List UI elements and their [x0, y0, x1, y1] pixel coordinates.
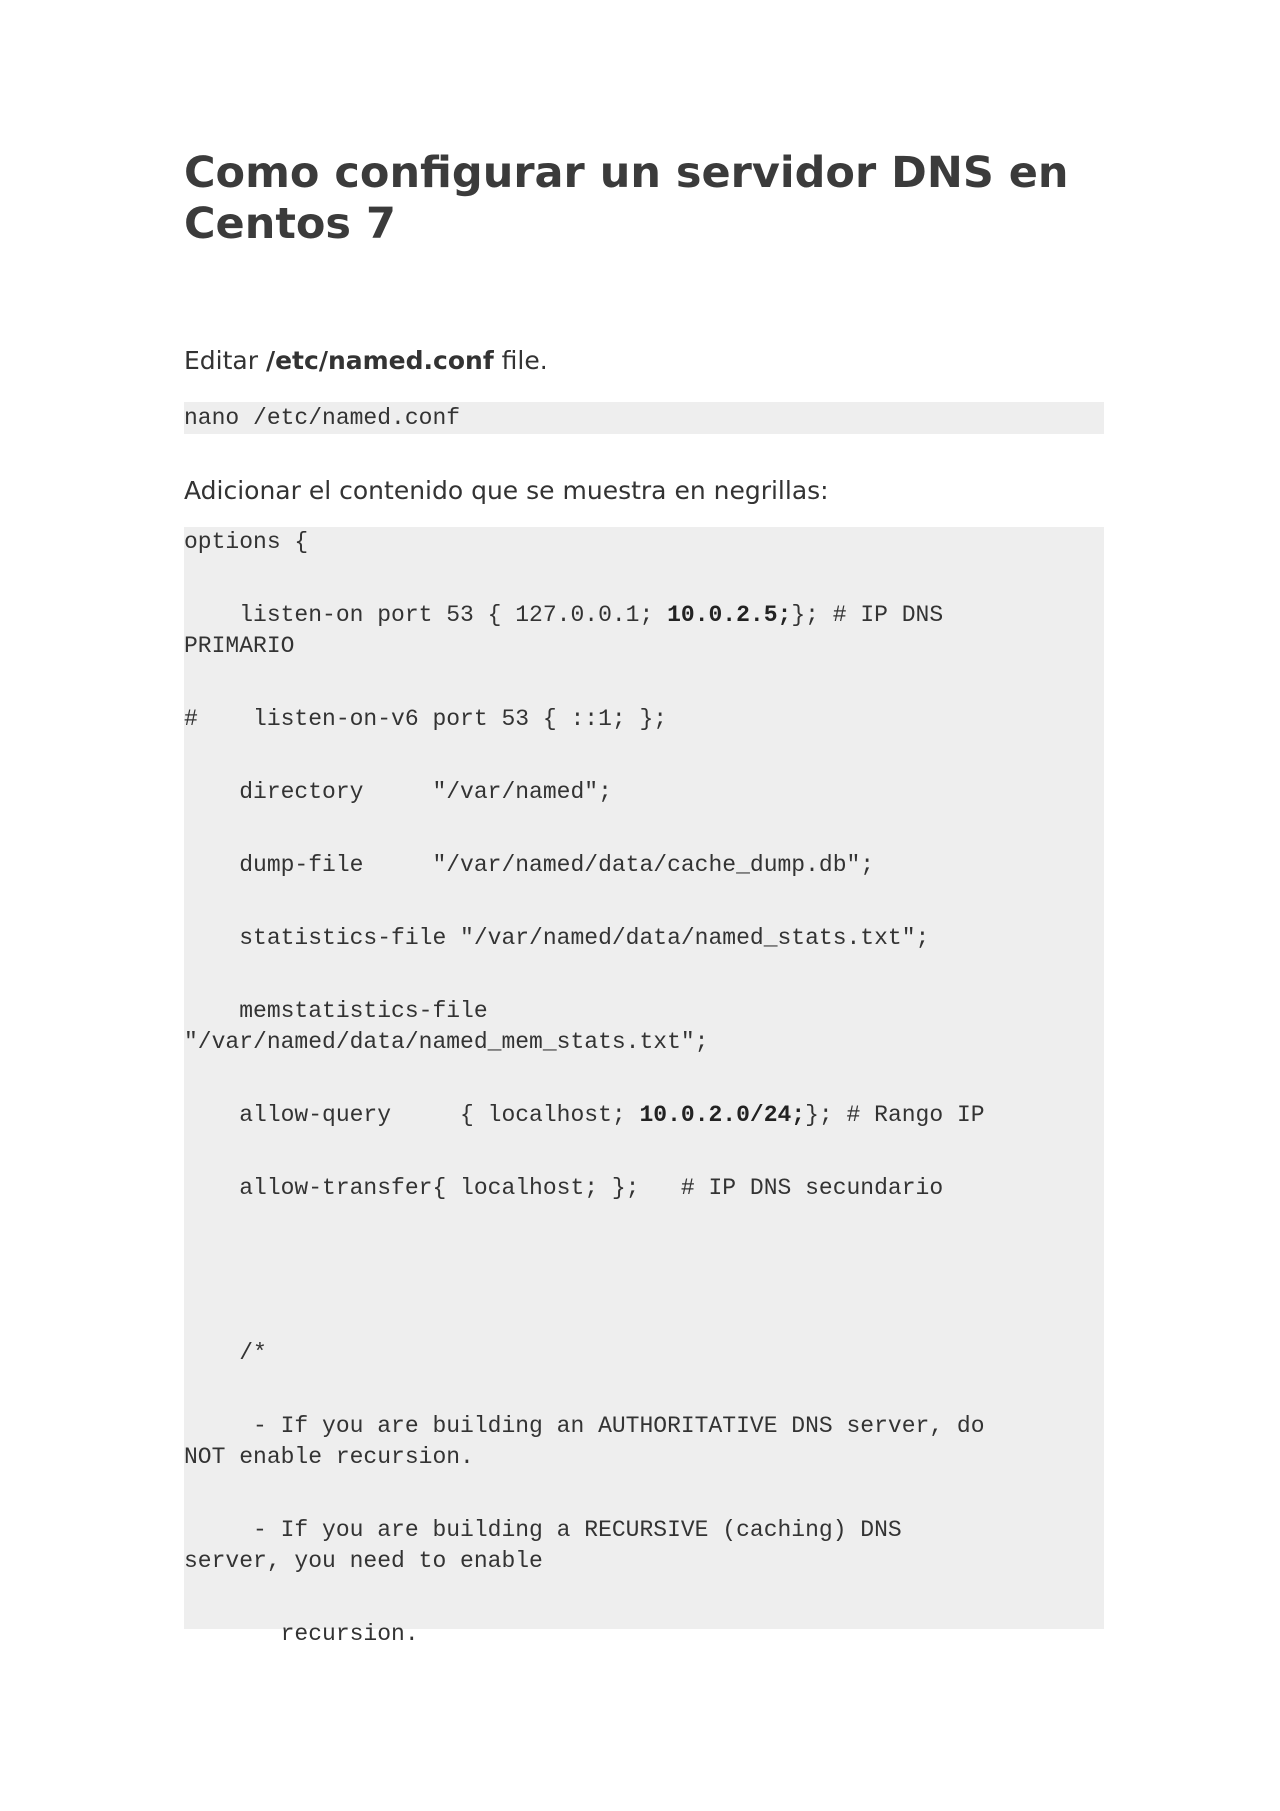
intro-file-path: /etc/named.conf — [265, 346, 494, 375]
code-line-allow-transfer: allow-transfer{ localhost; }; # IP DNS secundario — [184, 1175, 944, 1201]
page-title: Como configurar un servidor DNS en Centos 7 — [184, 148, 1069, 249]
code-text: listen-on port 53 { 127.0.0.1; — [184, 602, 668, 628]
document-page — [184, 148, 1104, 1647]
code-line-statistics-file: statistics-file "/var/named/data/named_stats.txt"; — [184, 925, 930, 951]
code-line-dump-file: dump-file "/var/named/data/cache_dump.db"; — [184, 852, 875, 878]
code-line-comment-recursive-wrap: server, you need to enable — [184, 1548, 543, 1574]
code-line-comment-authoritative: - If you are building an AUTHORITATIVE DNS server, do — [184, 1413, 985, 1439]
instruction-paragraph: Adicionar el contenido que se muestra en negrillas: — [184, 476, 829, 505]
code-text: }; # Rango IP — [805, 1102, 985, 1128]
code-line-comment-authoritative-wrap: NOT enable recursion. — [184, 1444, 474, 1470]
code-line-comment-open: /* — [184, 1340, 267, 1366]
code-text: }; # IP DNS — [791, 602, 944, 628]
config-code-block — [184, 527, 1104, 1647]
code-line-memstatistics-file-wrap: "/var/named/data/named_mem_stats.txt"; — [184, 1029, 709, 1055]
code-line-options: options { — [184, 529, 309, 555]
intro-prefix: Editar — [184, 346, 266, 375]
code-line-listen-on — [184, 600, 1104, 631]
code-line-allow-query — [184, 1100, 1104, 1131]
code-bold-ip: 10.0.2.5; — [667, 602, 792, 628]
code-line-memstatistics-file: memstatistics-file — [184, 998, 488, 1024]
code-bold-range: 10.0.2.0/24; — [639, 1102, 806, 1128]
intro-suffix: file. — [493, 346, 548, 375]
command-code-block: nano /etc/named.conf — [184, 402, 1104, 434]
intro-paragraph — [184, 344, 1104, 378]
code-line-listen-on-wrap: PRIMARIO — [184, 633, 295, 659]
code-line-comment-recursive: - If you are building a RECURSIVE (caching) DNS — [184, 1517, 902, 1543]
code-text: allow-query { localhost; — [184, 1102, 640, 1128]
code-line-directory: directory "/var/named"; — [184, 779, 612, 805]
code-line-listen-on-v6: # listen-on-v6 port 53 { ::1; }; — [184, 706, 668, 732]
code-line-recursion: recursion. — [184, 1621, 419, 1647]
